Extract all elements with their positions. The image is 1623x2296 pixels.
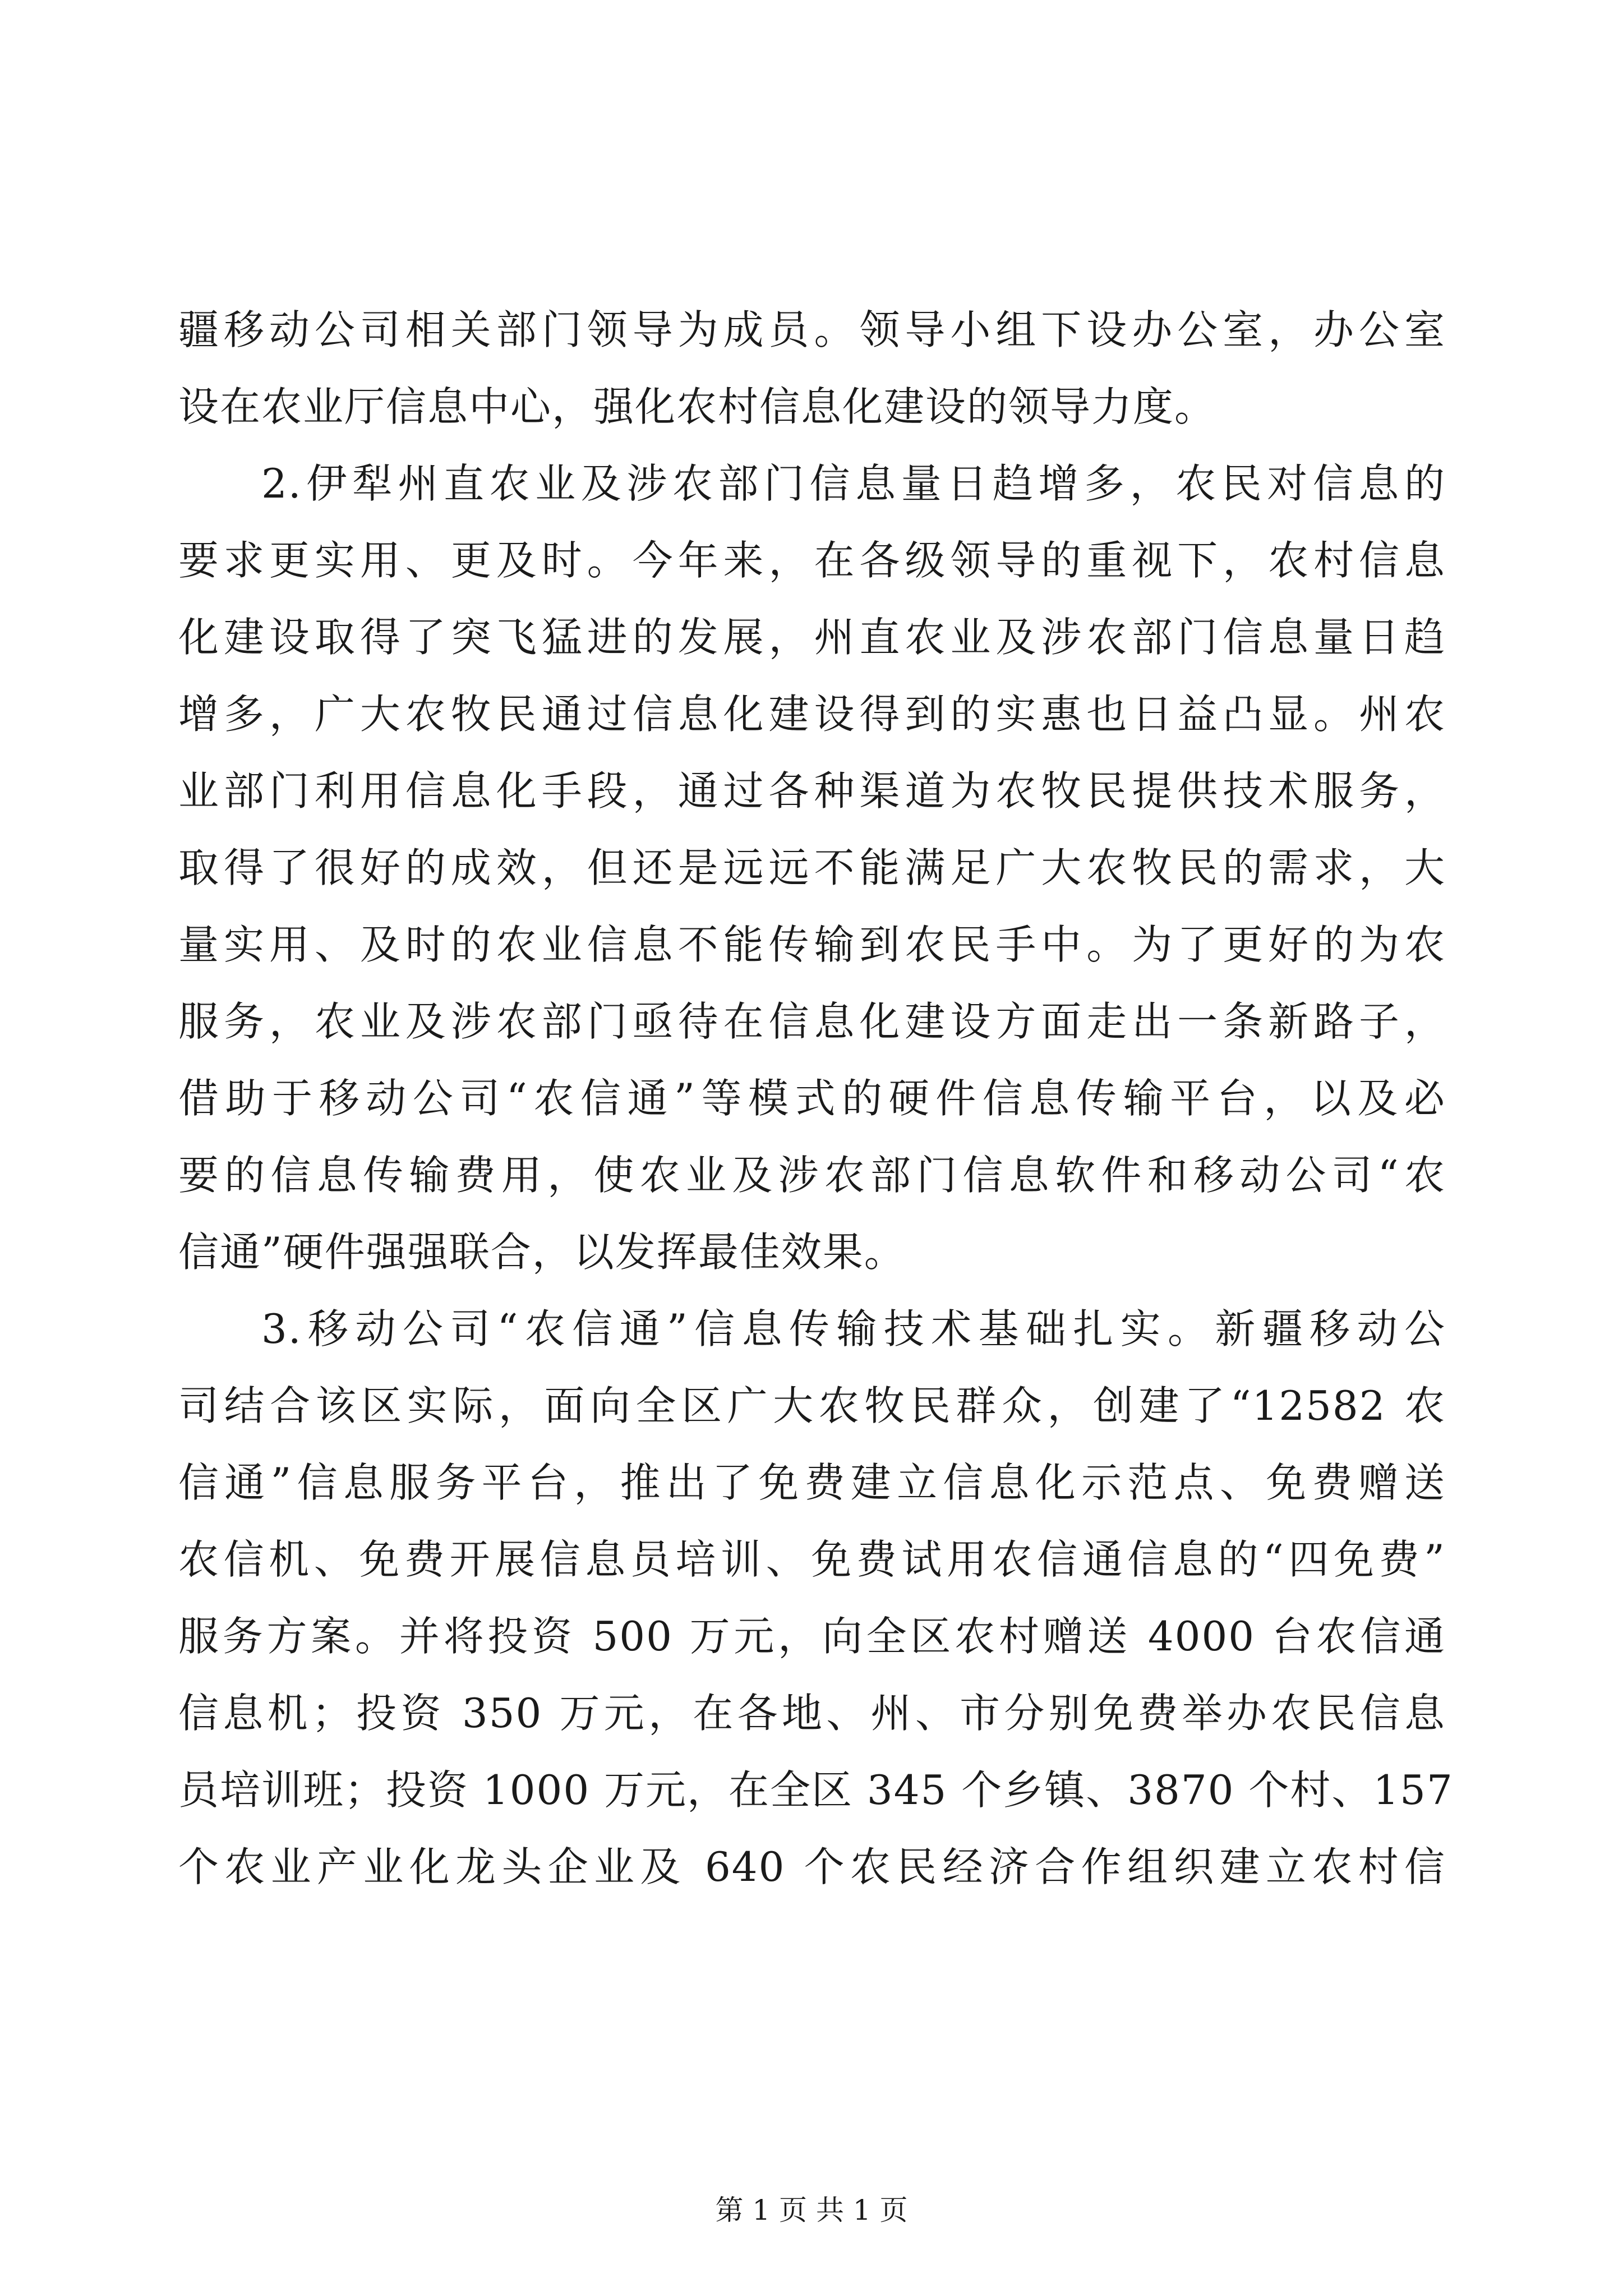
text-line: 量实用、及时的农业信息不能传输到农民手中。为了更好的为农 bbox=[178, 921, 1446, 968]
text-line: 疆移动公司相关部门领导为成员。领导小组下设办公室，办公室 bbox=[178, 306, 1446, 353]
text-line: 员培训班；投资 1000 万元，在全区 345 个乡镇、3870 个村、157 bbox=[178, 1766, 1454, 1814]
text-line: 服务方案。并将投资 500 万元，向全区农村赠送 4000 台农信通 bbox=[178, 1613, 1446, 1660]
text-line: 农信机、免费开展信息员培训、免费试用农信通信息的“四免费” bbox=[178, 1536, 1446, 1583]
text-line: 3.移动公司“农信通”信息传输技术基础扎实。新疆移动公 bbox=[261, 1305, 1446, 1352]
document-body bbox=[178, 292, 1454, 1906]
text-line: 设在农业厅信息中心，强化农村信息化建设的领导力度。 bbox=[178, 383, 1216, 430]
text-line: 业部门利用信息化手段，通过各种渠道为农牧民提供技术服务， bbox=[178, 767, 1446, 815]
text-line: 要的信息传输费用，使农业及涉农部门信息软件和移动公司“农 bbox=[178, 1152, 1446, 1199]
page-number: 第 1 页 共 1 页 bbox=[715, 2194, 908, 2226]
page-footer bbox=[0, 2191, 1623, 2230]
text-line: 要求更实用、更及时。今年来，在各级领导的重视下，农村信息 bbox=[178, 537, 1446, 584]
text-line: 增多，广大农牧民通过信息化建设得到的实惠也日益凸显。州农 bbox=[178, 691, 1446, 738]
text-line: 信通”信息服务平台，推出了免费建立信息化示范点、免费赠送 bbox=[178, 1459, 1446, 1506]
text-line: 借助于移动公司“农信通”等模式的硬件信息传输平台，以及必 bbox=[178, 1075, 1446, 1122]
text-line: 2.伊犁州直农业及涉农部门信息量日趋增多，农民对信息的 bbox=[261, 460, 1446, 507]
text-line: 信息机；投资 350 万元，在各地、州、市分别免费举办农民信息 bbox=[178, 1690, 1446, 1737]
text-line: 信通”硬件强强联合，以发挥最佳效果。 bbox=[178, 1228, 906, 1276]
text-line: 化建设取得了突飞猛进的发展，州直农业及涉农部门信息量日趋 bbox=[178, 614, 1446, 661]
text-line: 个农业产业化龙头企业及 640 个农民经济合作组织建立农村信 bbox=[178, 1843, 1446, 1890]
text-line: 取得了很好的成效，但还是远远不能满足广大农牧民的需求，大 bbox=[178, 844, 1446, 891]
text-line: 服务，农业及涉农部门亟待在信息化建设方面走出一条新路子， bbox=[178, 998, 1446, 1045]
text-line: 司结合该区实际，面向全区广大农牧民群众，创建了“12582 农 bbox=[178, 1382, 1446, 1429]
